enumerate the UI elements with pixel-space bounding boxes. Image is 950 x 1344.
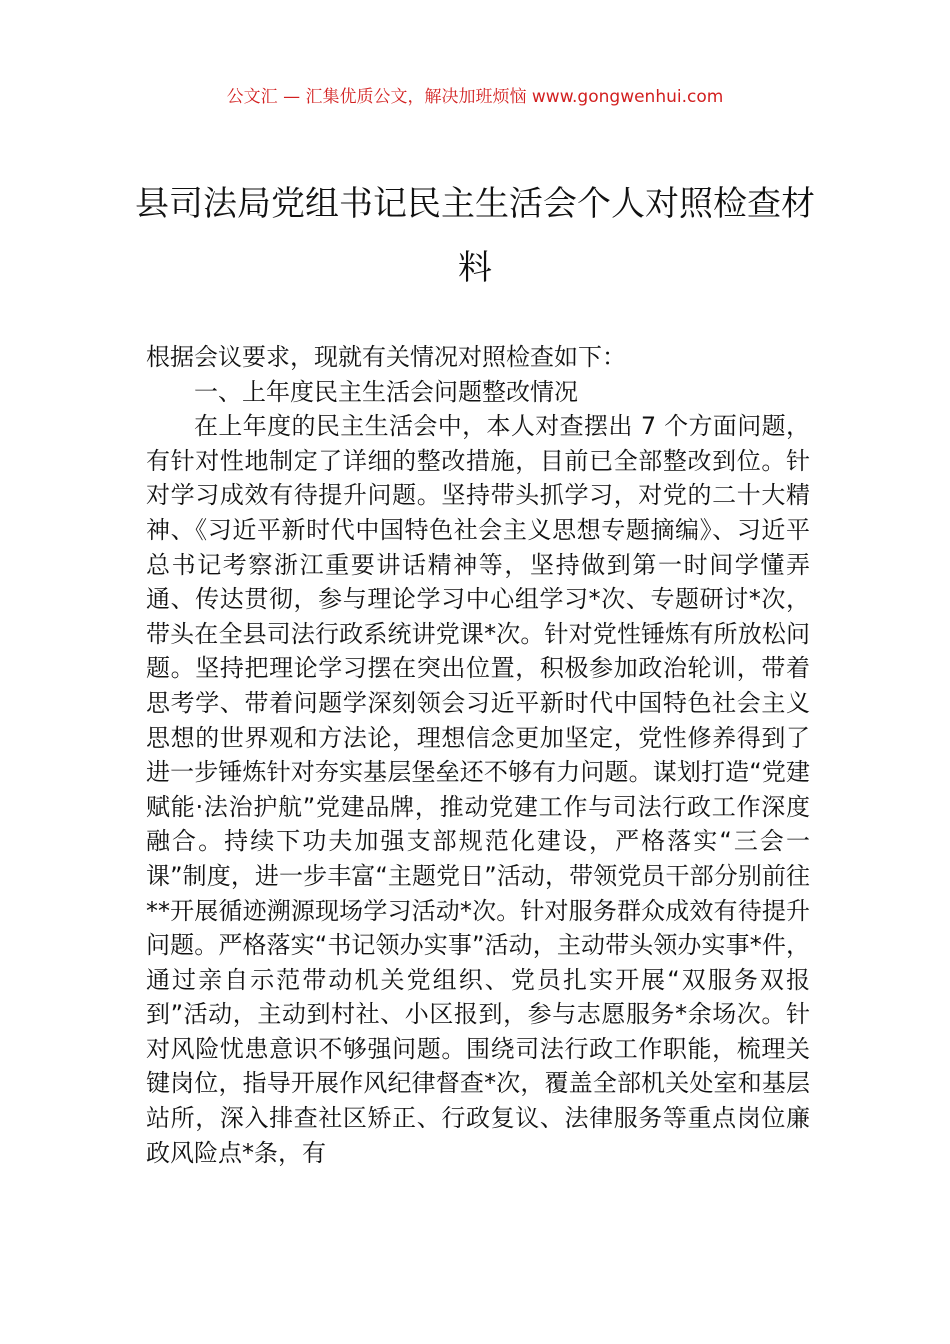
body-paragraph: 在上年度的民主生活会中，本人对查摆出 7 个方面问题，有针对性地制定了详细的整改措施，目前已全部整改到位。针对学习成效有待提升问题。坚持带头抓学习，对党的二十大精神、《习近平新时代中国特色社会主义思想专题摘编》、习近平总书记考察浙江重要讲话精神等，坚持做到第一时间学懂弄通、传达贯彻，参与理论学习中心组学习*次、专题研讨*次，带头在全县司法行政系统讲党课*次。针对党性锤炼有所放松问题。坚持把理论学习摆在突出位置，积极参加政治轮训，带着思考学、带着问题学深刻领会习近平新时代中国特色社会主义思想的世界观和方法论，理想信念更加坚定，党性修养得到了进一步锤炼针对夯实基层堡垒还不够有力问题。谋划打造“党建赋能·法治护航”党建品牌，推动党建工作与司法行政工作深度融合。持续下功夫加强支部规范化建设，严格落实“三会一课”制度，进一步丰富“主题党日”活动，带领党员干部分别前往**开展循迹溯源现场学习活动*次。针对服务群众成效有待提升问题。严格落实“书记领办实事”活动，主动带头领办实事*件，通过亲自示范带动机关党组织、党员扎实开展“双服务双报到”活动，主动到村社、小区报到，参与志愿服务*余场次。针对风险忧患意识不够强问题。围绕司法行政工作职能，梳理关键岗位，指导开展作风纪律督查*次，覆盖全部机关处室和基层站所，深入排查社区矫正、行政复议、法律服务等重点岗位廉政风险点*条，有 [146, 412, 810, 1167]
document-body [146, 340, 810, 1170]
intro-text: 根据会议要求，现就有关情况对照检查如下： [146, 343, 626, 371]
header-banner[interactable]: 公文汇 — 汇集优质公文，解决加班烦恼 www.gongwenhui.com [226, 87, 724, 107]
section-heading: 一、上年度民主生活会问题整改情况 [194, 377, 578, 406]
document-title: 县司法局党组书记民主生活会个人对照检查材料 [135, 184, 815, 288]
